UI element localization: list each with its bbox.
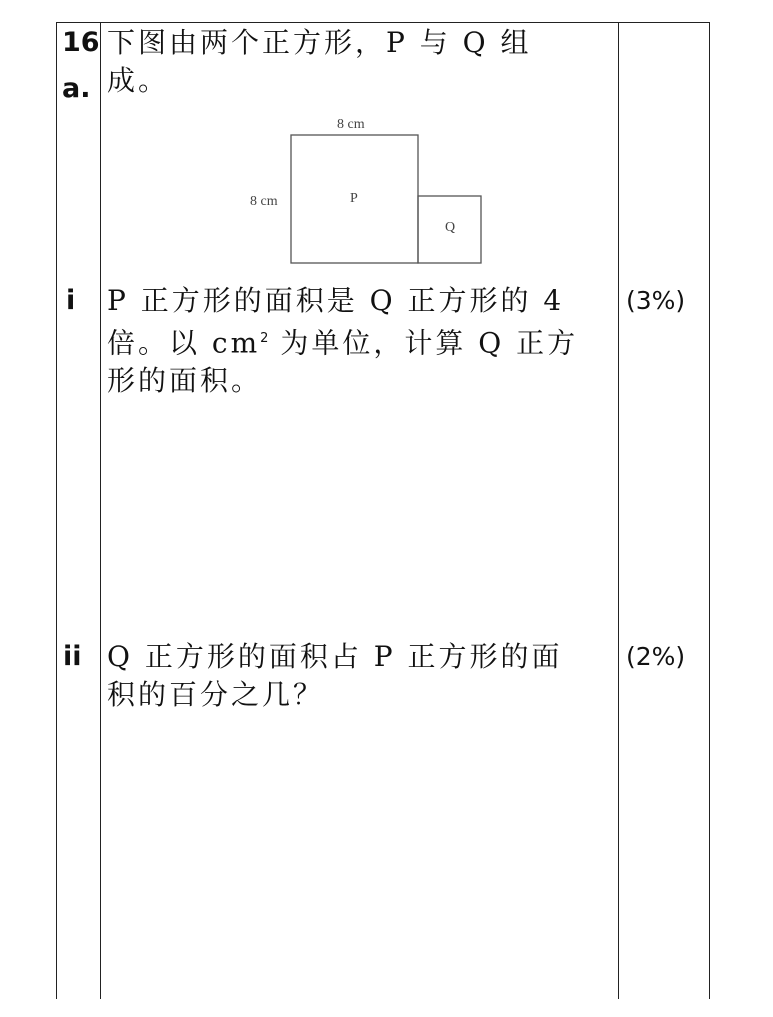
question-intro-text: 下图由两个正方形，P 与 Q 组 成。 xyxy=(107,26,532,97)
unit-superscript: 2 xyxy=(260,331,269,346)
part-i-label: i xyxy=(66,285,76,316)
square-p-label: P xyxy=(350,191,358,206)
part-ii-text: Q 正方形的面积占 P 正方形的面 积的百分之几？ xyxy=(107,640,563,711)
squares-diagram xyxy=(246,110,506,275)
part-i-text xyxy=(107,282,615,400)
square-q-label: Q xyxy=(445,220,456,235)
question-subpart-letter: a. xyxy=(62,73,91,104)
table-right-border xyxy=(709,22,710,999)
question-number: 16 xyxy=(62,27,100,58)
table-top-border xyxy=(56,22,710,23)
part-i-text-before: P 正方形的面积是 Q 正方形的 4 倍。以 cm xyxy=(107,284,565,360)
table-column-divider-marks xyxy=(618,22,619,999)
table-column-divider-number xyxy=(100,22,101,999)
top-side-label: 8 cm xyxy=(337,117,365,132)
table-left-border xyxy=(56,22,57,999)
left-side-label: 8 cm xyxy=(250,194,278,209)
part-ii-marks: (2%) xyxy=(626,642,686,671)
part-i-text-after: 为单位，计算 Q 正方 形的面积。 xyxy=(107,326,579,398)
part-i-marks: (3%) xyxy=(626,286,686,315)
part-ii-label: ii xyxy=(63,641,82,672)
